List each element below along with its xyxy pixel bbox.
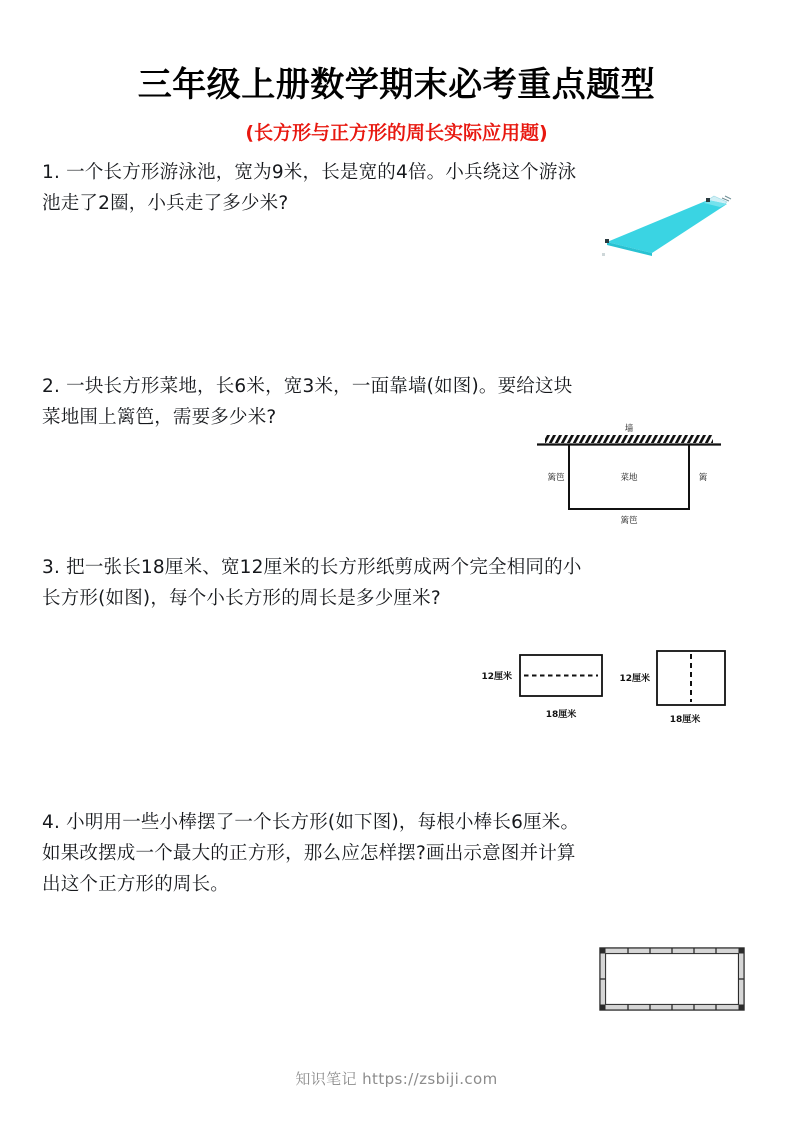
stick-rectangle-diagram <box>596 942 748 1018</box>
stick-frame-inner <box>606 954 739 1005</box>
cut-rectangles-figure <box>468 645 736 737</box>
question-3-line-1: 3. 把一张长18厘米、宽12厘米的长方形纸剪成两个完全相同的小 <box>42 557 582 578</box>
rectangle-right-width-label: 12厘米 <box>619 674 650 684</box>
cut-rectangle-left <box>481 655 602 720</box>
question-1-line-2: 池走了2圈，小兵走了多少米? <box>42 193 289 214</box>
question-3 <box>42 552 752 614</box>
rectangle-right-length-label: 18厘米 <box>669 715 701 725</box>
stick-rectangle-figure <box>596 942 748 1018</box>
page-title: 三年级上册数学期末必考重点题型 <box>137 65 656 105</box>
fence-left-label: 篱笆 <box>547 473 565 483</box>
fence-right-label: 篱 <box>698 473 708 483</box>
wall-hatching <box>545 435 713 443</box>
pool-water-surface <box>607 200 727 253</box>
swimming-pool-icon <box>596 193 736 268</box>
pool-scan-speck <box>602 253 605 256</box>
vegetable-plot-diagram <box>531 420 727 532</box>
page-subtitle: (长方形与正方形的周长实际应用题) <box>245 122 548 144</box>
pool-corner-marker-top <box>706 198 710 202</box>
question-1-line-1: 1. 一个长方形游泳池，宽为9米，长是宽的4倍。小兵绕这个游泳 <box>42 162 577 183</box>
plot-inner-label: 菜地 <box>620 473 638 483</box>
swimming-pool-figure <box>596 193 736 268</box>
question-2-line-2: 菜地围上篱笆，需要多少米? <box>42 407 277 428</box>
pool-corner-marker-left <box>605 239 609 243</box>
fence-bottom-label: 篱笆 <box>620 516 638 526</box>
question-4 <box>42 807 752 900</box>
wall-label: 墙 <box>624 424 634 434</box>
cut-rectangle-right <box>619 651 725 725</box>
question-3-line-2: 长方形(如图)，每个小长方形的周长是多少厘米? <box>42 588 441 609</box>
question-4-line-3: 出这个正方形的周长。 <box>42 874 230 895</box>
question-4-line-2: 如果改摆成一个最大的正方形，那么应怎样摆?画出示意图并计算 <box>42 843 576 864</box>
question-2-line-1: 2. 一块长方形菜地，长6米，宽3米，一面靠墙(如图)。要给这块 <box>42 376 573 397</box>
vegetable-plot-figure <box>531 420 727 532</box>
footer-watermark: 知识笔记 https://zsbiji.com <box>295 1070 498 1088</box>
rectangle-right-outline <box>657 651 725 705</box>
rectangle-left-width-label: 12厘米 <box>481 672 512 682</box>
question-4-line-1: 4. 小明用一些小棒摆了一个长方形(如下图)，每根小棒长6厘米。 <box>42 812 580 833</box>
rectangle-left-length-label: 18厘米 <box>545 710 577 720</box>
cut-rectangles-diagram <box>468 645 736 737</box>
